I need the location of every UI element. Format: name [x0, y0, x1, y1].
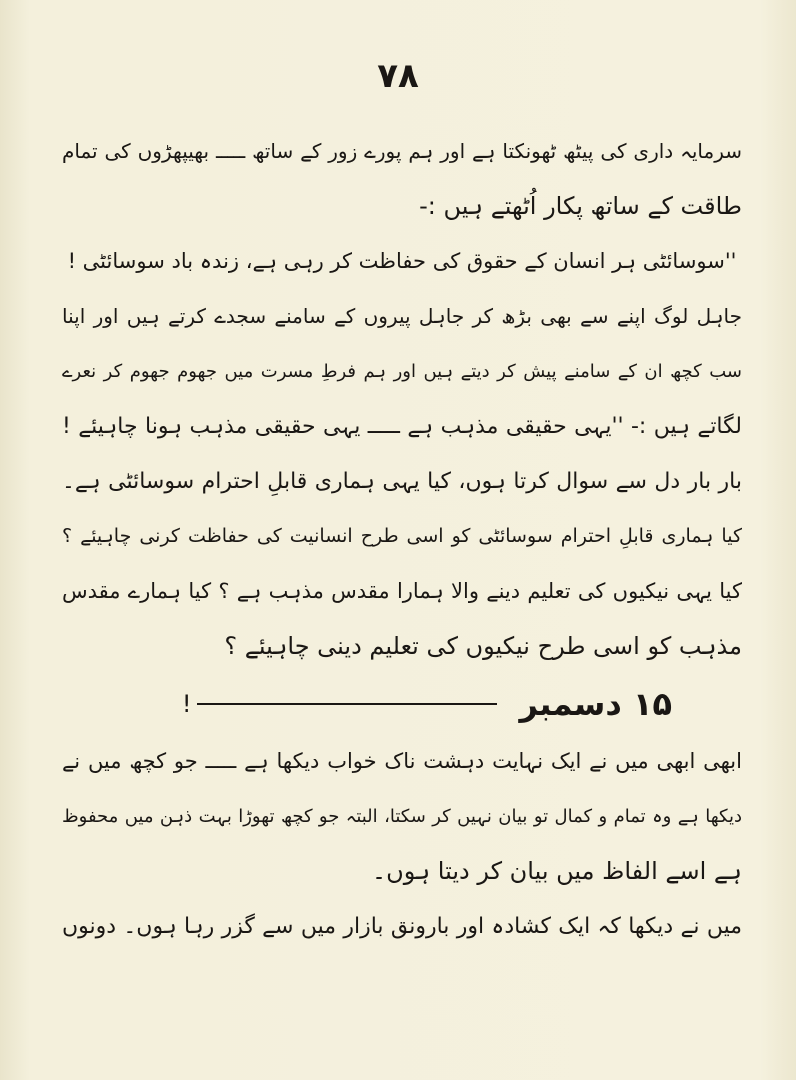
text-line: سرمایہ داری کی پیٹھ ٹھونکتا ہے اور ہم پورے زور کے ساتھ ـــــ بھیپھڑوں کی تمام [62, 139, 742, 163]
date-rule-divider [197, 703, 497, 705]
text-line: کیا ہماری قابلِ احترام سوسائٹی کو اسی طرح انسانیت کی حفاظت کرنی چاہیئے ؟ [62, 525, 742, 547]
text-line: دیکھا ہے وہ تمام و کمال تو بیان نہیں کر سکتا، البتہ جو کچھ تھوڑا بہت ذہن میں محفوظ [62, 806, 742, 827]
text-line: جاہل لوگ اپنے سے بھی بڑھ کر جاہل پیروں کے سامنے سجدے کرتے ہیں اور اپنا [62, 304, 742, 328]
page-number: ۷۸ [377, 56, 419, 96]
date-heading: ۱۵ دسمبر [519, 684, 672, 723]
text-line: طاقت کے ساتھ پکار اُٹھتے ہیں :- [419, 192, 742, 220]
text-line: بار بار دل سے سوال کرتا ہوں، کیا یہی ہماری قابلِ احترام سوسائٹی ہے۔ [62, 469, 742, 494]
text-line: لگاتے ہیں :- ''یہی حقیقی مذہب ہے ـــــ یہی حقیقی مذہب ہونا چاہیئے ! [62, 414, 742, 439]
text-line: میں نے دیکھا کہ ایک کشادہ اور بارونق بازار میں سے گزر رہا ہوں۔ دونوں [62, 914, 742, 939]
text-line: مذہب کو اسی طرح نیکیوں کی تعلیم دینی چاہیئے ؟ [224, 632, 742, 660]
text-line: کیا یہی نیکیوں کی تعلیم دینے والا ہمارا مقدس مذہب ہے ؟ کیا ہمارے مقدس [62, 579, 742, 603]
date-exclamation: ! [181, 689, 192, 718]
page-body [62, 124, 742, 954]
text-line: ''سوسائٹی ہر انسان کے حقوق کی حفاظت کر رہی ہے، زندہ باد سوسائٹی ! [67, 249, 737, 273]
date-heading-row [62, 674, 742, 734]
text-line: ہے اسے الفاظ میں بیان کر دیتا ہوں۔ [372, 857, 742, 885]
text-line: سب کچھ ان کے سامنے پیش کر دیتے ہیں اور ہم فرطِ مسرت میں جھوم جھوم کر نعرے [62, 361, 742, 382]
text-line: ابھی ابھی میں نے ایک نہایت دہشت ناک خواب دیکھا ہے ـــــ جو کچھ میں نے [62, 749, 742, 773]
